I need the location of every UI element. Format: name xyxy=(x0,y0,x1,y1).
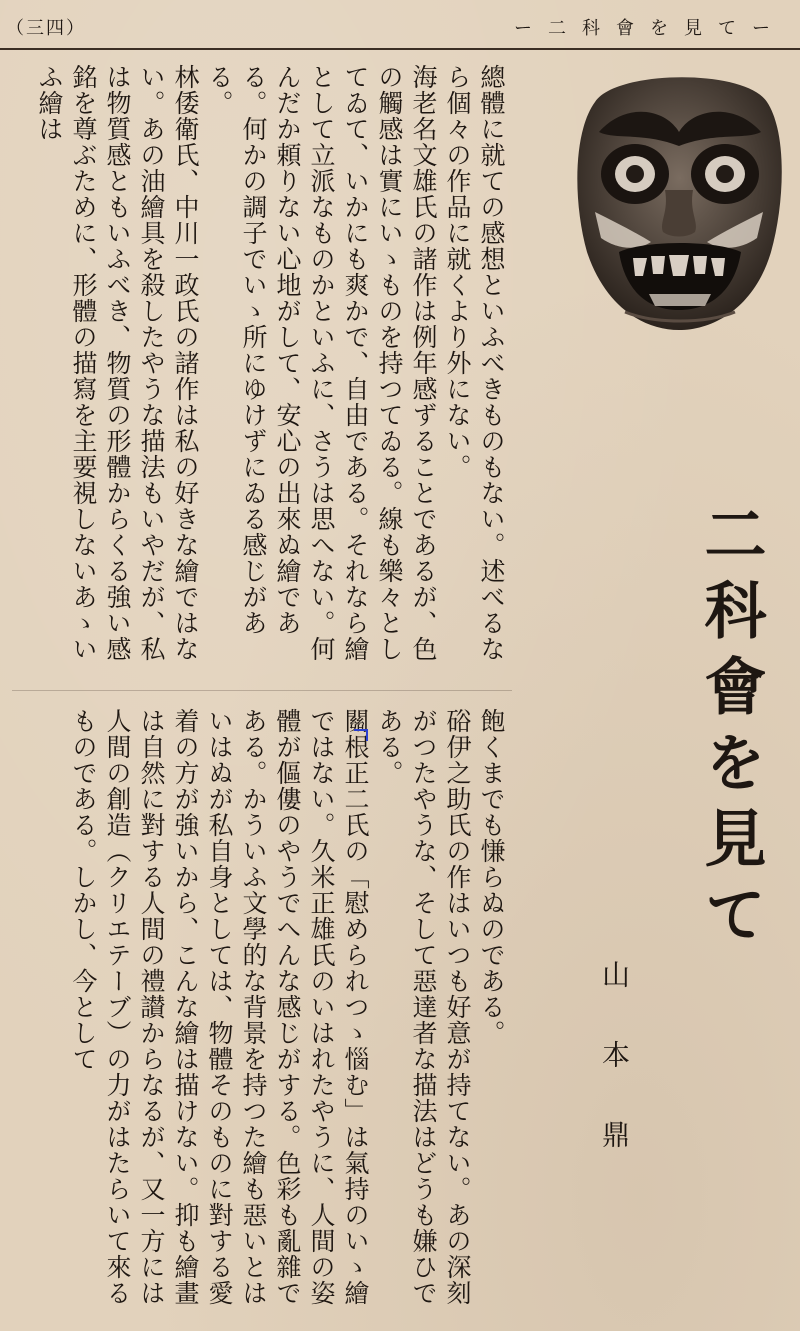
paragraph: 總體に就ての感想といふべきものもない。述べるなら個々の作品に就くより外にない。 xyxy=(443,64,506,662)
page-number: （三四） xyxy=(6,18,86,39)
annotation-mark xyxy=(354,729,368,741)
running-head: ー二科會を見てー xyxy=(514,18,786,39)
article-upper-block xyxy=(20,64,508,676)
article-author: 山本鼎 xyxy=(598,960,631,1200)
paragraph: 飽くまでも慊らぬのである。 xyxy=(477,708,506,1046)
column-gutter xyxy=(12,690,512,691)
header-rule xyxy=(0,48,800,50)
paragraph: 硲伊之助氏の作はいつも好意が持てない。あの深刻がつたやうな、そして惡達者な描法はどうも嫌ひである。 xyxy=(375,708,472,1306)
mask-icon xyxy=(565,62,793,334)
paragraph: 海老名文雄氏の諸作は例年感ずることであるが、色の觸感は實にいゝものを持つてゐる。線も樂々としてゐて、いかにも爽かで、自由である。それなら繪として立派なものかといふに、さうは思へない。何んだか頼りない心地がして、安心の出來ぬ繪である。何かの調子でいゝ所にゆけずにゐる感じがある。 xyxy=(205,64,438,662)
paragraph: 林倭衛氏、中川一政氏の諸作は私の好きな繪ではない。あの油繪具を殺したやうな描法もいやだが、私は物質感ともいふべき、物質の形體からくる強い感銘を尊ぶために、形體の描寫を主要視しないあゝいふ繪は xyxy=(35,64,200,662)
paragraph: 關根正二氏の「慰められつゝ惱む」は氣持のいゝ繪ではない。久米正雄氏のいはれたやうに、人間の姿體が傴僂のやうでへんな感じがする。色彩も亂雜である。かういふ文學的な背景を持つた繪も惡いとはいはぬが私自身としては、物體そのものに對する愛着の方が強いから、こんな繪は描けない。抑も繪畫は自然に對する人間の禮讃からなるが、又一方には人間の創造（クリエテーブ）の力がはたらいて來るものである。しかし、今として xyxy=(69,708,370,1306)
article-title: 二科會を見て xyxy=(694,502,767,958)
article-lower-block xyxy=(20,708,508,1320)
